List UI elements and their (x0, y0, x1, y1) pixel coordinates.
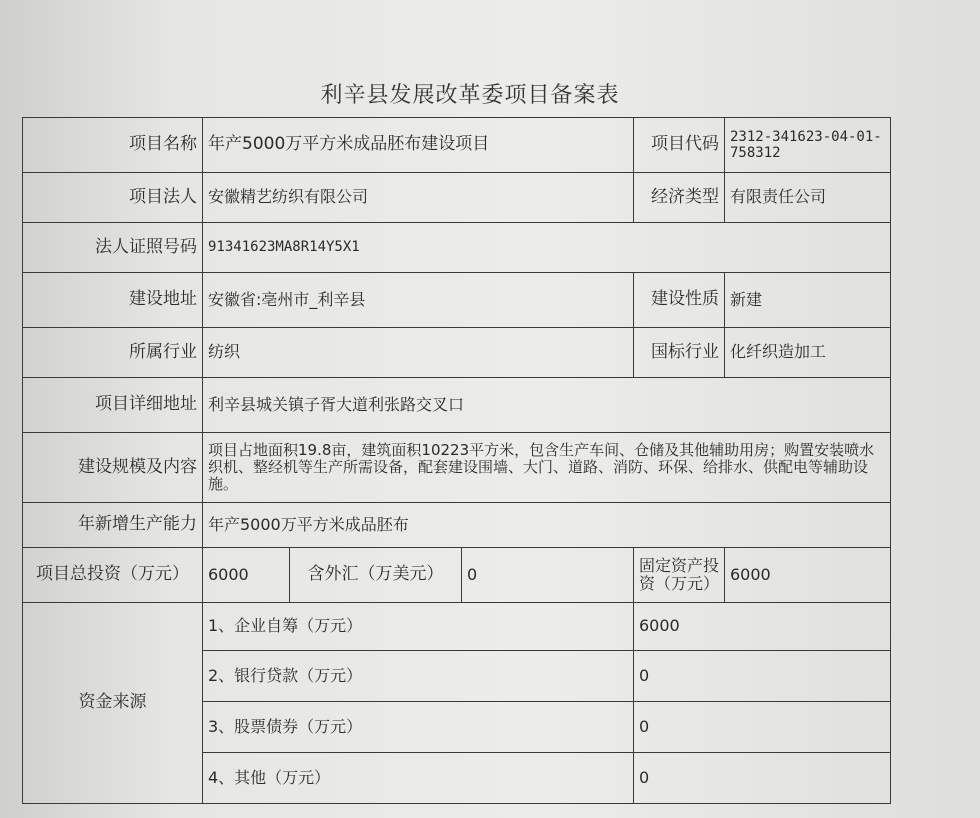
industry-value: 纺织 (203, 328, 634, 378)
nature-value: 新建 (725, 273, 891, 328)
project-code-value: 2312-341623-04-01-758312 (725, 118, 891, 173)
funding-item-name: 4、其他（万元） (203, 753, 634, 804)
table-row (23, 273, 891, 328)
funding-item-value: 0 (634, 651, 891, 702)
funding-label: 资金来源 (23, 603, 203, 804)
economic-type-value: 有限责任公司 (725, 173, 891, 223)
funding-item-value: 0 (634, 753, 891, 804)
table-row (23, 548, 891, 603)
nature-label: 建设性质 (634, 273, 725, 328)
national-industry-label: 国标行业 (634, 328, 725, 378)
capacity-value: 年产5000万平方米成品胚布 (203, 503, 891, 548)
scale-label: 建设规模及内容 (23, 433, 203, 503)
table-row (23, 433, 891, 503)
national-industry-value: 化纤织造加工 (725, 328, 891, 378)
table-row (23, 503, 891, 548)
detail-address-label: 项目详细地址 (23, 378, 203, 433)
table-row (23, 173, 891, 223)
funding-item-value: 6000 (634, 603, 891, 651)
detail-address-value: 利辛县城关镇子胥大道利张路交叉口 (203, 378, 891, 433)
table-row (23, 223, 891, 273)
scale-value: 项目占地面积19.8亩，建筑面积10223平方米，包含生产车间、仓储及其他辅助用房；购置安装喷水织机、整经机等生产所需设备，配套建设围墙、大门、道路、消防、环保、给排水、供配电等辅助设施。 (203, 433, 891, 503)
table-row (23, 378, 891, 433)
total-investment-label: 项目总投资（万元） (23, 548, 203, 603)
project-code-label: 项目代码 (634, 118, 725, 173)
fixed-assets-value: 6000 (725, 548, 891, 603)
industry-label: 所属行业 (23, 328, 203, 378)
filing-form-table (22, 117, 891, 804)
foreign-exchange-value: 0 (462, 548, 634, 603)
table-row (23, 328, 891, 378)
table-row (23, 603, 891, 651)
site-value: 安徽省:亳州市_利辛县 (203, 273, 634, 328)
funding-item-name: 2、银行贷款（万元） (203, 651, 634, 702)
legal-person-value: 安徽精艺纺织有限公司 (203, 173, 634, 223)
foreign-exchange-label: 含外汇（万美元） (290, 548, 462, 603)
funding-item-name: 3、股票债券（万元） (203, 702, 634, 753)
legal-person-label: 项目法人 (23, 173, 203, 223)
economic-type-label: 经济类型 (634, 173, 725, 223)
license-no-label: 法人证照号码 (23, 223, 203, 273)
table-row (23, 118, 891, 173)
project-name-label: 项目名称 (23, 118, 203, 173)
project-name-value: 年产5000万平方米成品胚布建设项目 (203, 118, 634, 173)
funding-item-name: 1、企业自筹（万元） (203, 603, 634, 651)
capacity-label: 年新增生产能力 (23, 503, 203, 548)
total-investment-value: 6000 (203, 548, 290, 603)
license-no-value: 91341623MA8R14Y5X1 (203, 223, 891, 273)
document-title: 利辛县发展改革委项目备案表 (320, 83, 620, 108)
site-label: 建设地址 (23, 273, 203, 328)
fixed-assets-label: 固定资产投资（万元） (634, 548, 725, 603)
funding-item-value: 0 (634, 702, 891, 753)
